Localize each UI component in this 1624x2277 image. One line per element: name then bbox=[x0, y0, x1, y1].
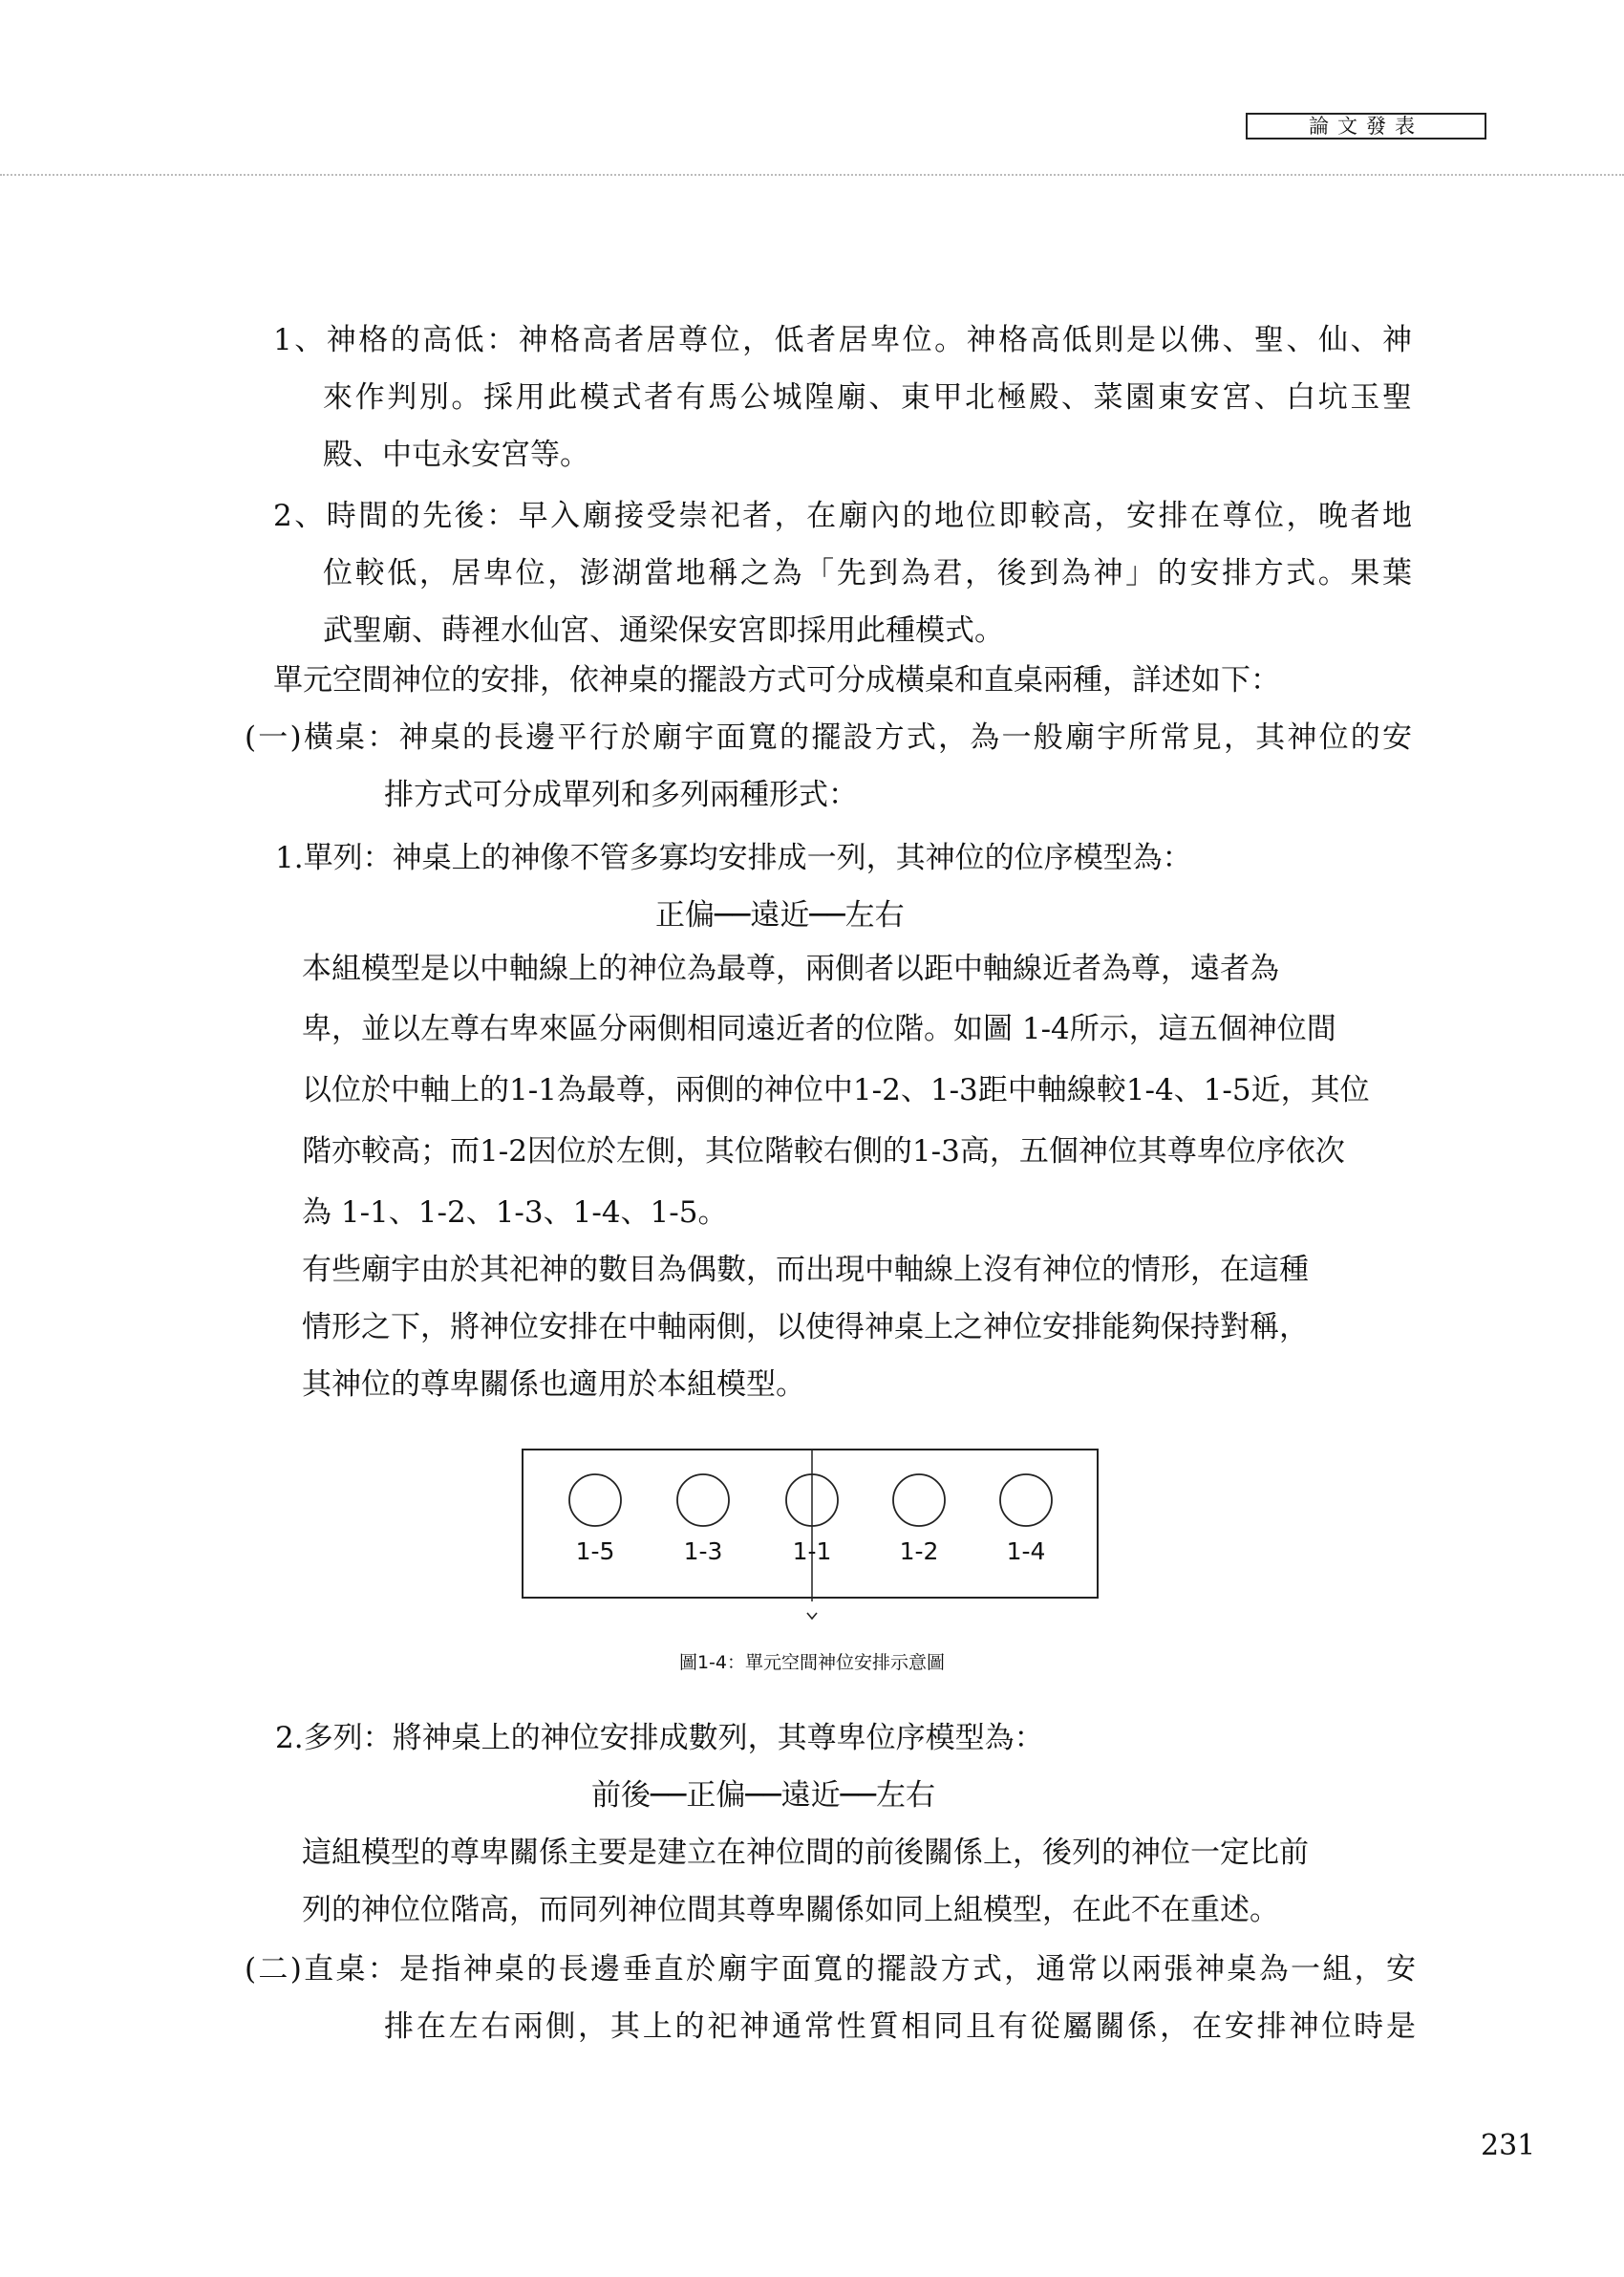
shrine-positions bbox=[569, 1474, 1052, 1565]
text-line: 1.單列：神桌上的神像不管多寡均安排成一列，其神位的位序模型為： bbox=[275, 841, 1192, 875]
text-line: 位較低，居卑位，澎湖當地稱之為「先到為君，後到為神」的安排方式。果葉 bbox=[323, 556, 1412, 591]
shrine-position-label: 1-3 bbox=[683, 1537, 723, 1565]
text-line: 有些廟宇由於其祀神的數目為偶數，而出現中軸線上沒有神位的情形，在這種 bbox=[302, 1253, 1309, 1287]
model-formula-single: 正偏──遠近──左右 bbox=[655, 898, 905, 933]
text-line: 2、時間的先後：早入廟接受崇祀者，在廟內的地位即較高，安排在尊位，晚者地 bbox=[273, 499, 1412, 533]
text-line: 武聖廟、蒔裡水仙宮、通梁保安宮即採用此種模式。 bbox=[323, 613, 1004, 648]
text-line: 卑，並以左尊右卑來區分兩側相同遠近者的位階。如圖 1-4所示，這五個神位間 bbox=[302, 1012, 1336, 1046]
text-line: 階亦較高；而1-2因位於左側，其位階較右側的1-3高，五個神位其尊卑位序依次 bbox=[302, 1134, 1345, 1169]
model-formula-multi: 前後──正偏──遠近──左右 bbox=[591, 1778, 935, 1813]
altar-table-outline bbox=[523, 1450, 1098, 1598]
figure-caption: 圖1-4：單元空間神位安排示意圖 bbox=[678, 1652, 946, 1673]
text-line: (二)直桌：是指神桌的長邊垂直於廟宇面寬的擺設方式，通常以兩張神桌為一組，安 bbox=[245, 1952, 1416, 1987]
shrine-position-circle bbox=[1000, 1474, 1052, 1526]
text-line: (一)橫桌：神桌的長邊平行於廟宇面寬的擺設方式，為一般廟宇所常見，其神位的安 bbox=[245, 720, 1412, 755]
text-line: 排方式可分成單列和多列兩種形式： bbox=[384, 778, 858, 812]
text-line: 為 1-1、1-2、1-3、1-4、1-5。 bbox=[302, 1195, 728, 1230]
text-line: 單元空間神位的安排，依神桌的擺設方式可分成橫桌和直桌兩種，詳述如下： bbox=[273, 663, 1280, 698]
shrine-position-label: 1-4 bbox=[1006, 1537, 1046, 1565]
text-line: 排在左右兩側，其上的祀神通常性質相同且有從屬關係，在安排神位時是 bbox=[384, 2009, 1416, 2044]
shrine-position-label: 1-5 bbox=[575, 1537, 615, 1565]
text-line: 殿、中屯永安宮等。 bbox=[323, 438, 589, 472]
shrine-position-circle bbox=[893, 1474, 945, 1526]
page-number: 231 bbox=[1481, 2129, 1536, 2162]
shrine-position-circle bbox=[569, 1474, 621, 1526]
altar-layout-diagram bbox=[522, 1449, 1099, 1601]
text-line: 情形之下，將神位安排在中軸兩側，以使得神桌上之神位安排能夠保持對稱， bbox=[302, 1310, 1309, 1344]
text-line: 來作判別。採用此模式者有馬公城隍廟、東甲北極殿、菜園東安宮、白坑玉聖 bbox=[323, 380, 1412, 415]
text-line: 以位於中軸上的1-1為最尊，兩側的神位中1-2、1-3距中軸線較1-4、1-5近，其位 bbox=[302, 1073, 1370, 1107]
text-line: 其神位的尊卑關係也適用於本組模型。 bbox=[302, 1367, 805, 1402]
text-line: 這組模型的尊卑關係主要是建立在神位間的前後關係上，後列的神位一定比前 bbox=[302, 1836, 1309, 1870]
axis-arrow-icon bbox=[805, 1611, 819, 1622]
text-line: 列的神位位階高，而同列神位間其尊卑關係如同上組模型，在此不在重述。 bbox=[302, 1893, 1279, 1927]
text-line: 本組模型是以中軸線上的神位為最尊，兩側者以距中軸線近者為尊，遠者為 bbox=[302, 952, 1279, 986]
shrine-position-circle bbox=[677, 1474, 729, 1526]
header-dotted-rule bbox=[0, 174, 1624, 176]
section-header-label: 論文發表 bbox=[1309, 115, 1423, 138]
text-line: 1、神格的高低：神格高者居尊位，低者居卑位。神格高低則是以佛、聖、仙、神 bbox=[273, 323, 1412, 357]
section-header-box bbox=[1246, 113, 1486, 140]
shrine-position-label: 1-2 bbox=[899, 1537, 939, 1565]
shrine-position-label: 1-1 bbox=[792, 1537, 832, 1565]
text-line: 2.多列：將神桌上的神位安排成數列，其尊卑位序模型為： bbox=[275, 1721, 1044, 1755]
